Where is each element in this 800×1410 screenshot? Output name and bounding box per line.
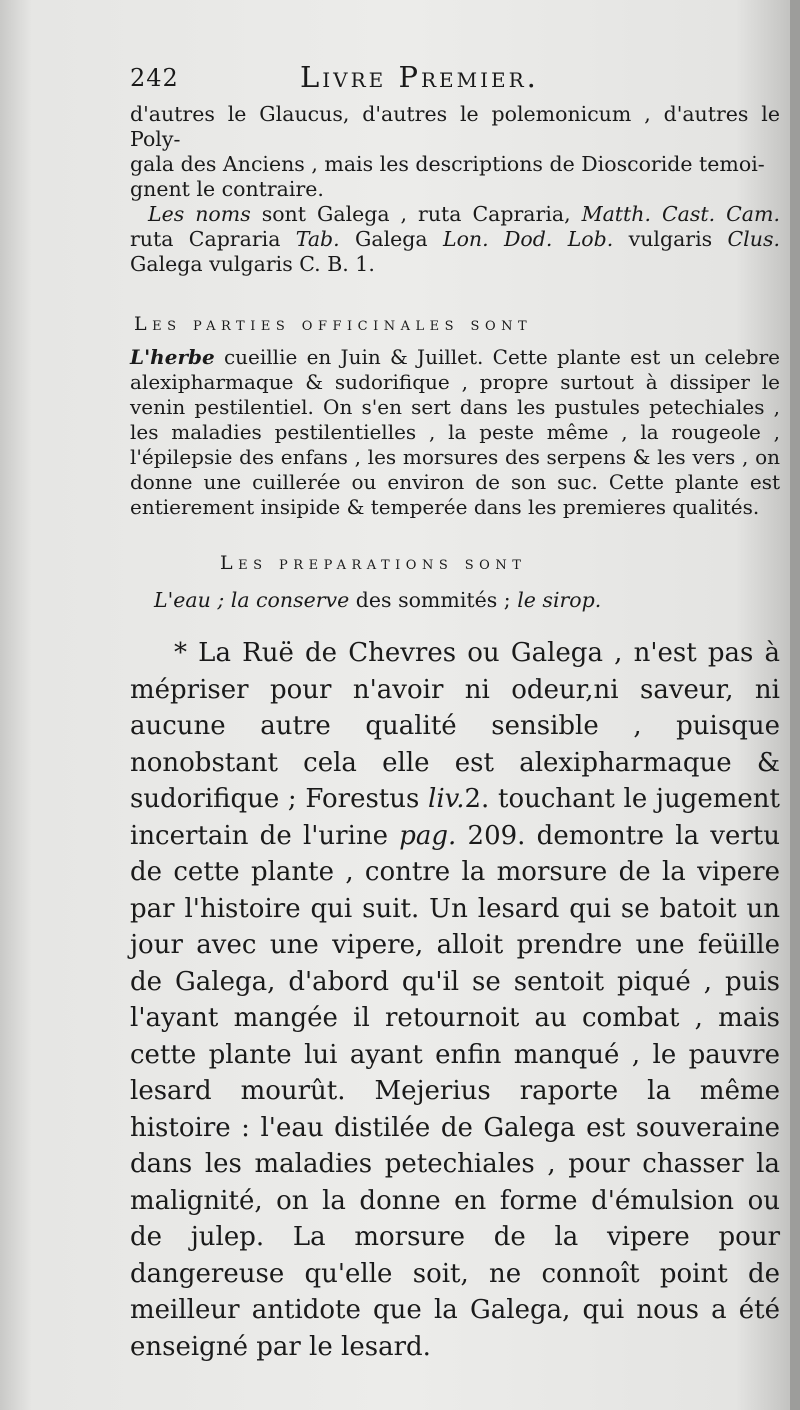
intro-line-2: gala des Anciens , mais les descriptions de Dioscoride temoi-: [130, 152, 765, 176]
commentary-part-3: 209. demontre la vertu de cette plante , contre la morsure de la vipere par l'histoire qui suit. Un lesard qui se batoit un jour avec une vipere, alloit prendre une feüille de Galega, d'abord qu'il se sentoit piqué , puis l'ayant mangée il retournoit au combat , mais cette plante lui ayant enfin manqué , le pauvre lesard mourût. Mejerius raporte la même histoire : l'eau distilée de Galega est souveraine dans les maladies petechiales , pour chasser la malignité, on la donne en forme d'émulsion ou de julep. La morsure de la vipere pour dangereuse qu'elle soit, ne connoît point de meilleur antidote que la Galega, qui nous a été enseigné par le lesard.: [130, 820, 781, 1362]
running-head: [130, 58, 780, 98]
intro-paragraph: [130, 102, 780, 202]
preparation-water: L'eau ;: [154, 588, 225, 612]
preparations-list: [130, 588, 780, 613]
names-text-4: vulgaris: [613, 227, 728, 251]
commentary-part-1: * La Ruë de Chevres ou Galega , n'est pas à mépriser pour n'avoir ni odeur,ni saveur, ni aucune autre qualité sensible , puisque nonobstant cela elle est alexipharmaque & sudorifique ; Forestus: [130, 638, 780, 814]
commentary-reference-2: pag.: [399, 820, 457, 851]
commentary-part-2: 2. touchant le jugement incertain de l'urine: [130, 784, 780, 851]
intro-line-3: gnent le contraire.: [130, 177, 324, 201]
section-heading-officinal-parts: Les parties officinales sont: [134, 313, 533, 335]
officinal-parts-paragraph: [130, 345, 780, 520]
names-paragraph: [130, 202, 780, 277]
book-spine-shadow: [790, 0, 800, 1410]
commentary-reference-1: liv.: [428, 784, 465, 814]
names-authorities-3: Lon. Dod. Lob.: [442, 227, 614, 251]
preparation-syrup: le sirop.: [517, 588, 602, 612]
officinal-parts-lead: L'herbe: [130, 345, 215, 369]
names-text-1: sont Galega , ruta Capraria,: [250, 202, 582, 226]
page-number: 242: [130, 64, 179, 92]
preparation-tops: des sommités ;: [349, 588, 511, 612]
names-text-2: ruta Capraria: [130, 227, 296, 251]
names-text-3: Galega: [339, 227, 443, 251]
preparation-conserve: la conserve: [230, 588, 350, 612]
page-content: [130, 58, 780, 1365]
commentary-paragraph: [130, 635, 780, 1365]
names-text-5: Galega vulgaris C. B. 1.: [130, 252, 375, 276]
running-title: Livre Premier.: [300, 60, 539, 94]
officinal-parts-body: cueillie en Juin & Juillet. Cette plante est un celebre alexipharmaque & sudorifique , propre surtout à dissiper le venin pestilentiel. On s'en sert dans les pustules petechiales , les maladies pestilentielles , la peste même , la rougeole , l'épilepsie des enfans , les morsures des serpens & les vers , on donne une cuillerée ou environ de son suc. Cette plante est entierement insipide & temperée dans les premieres qualités.: [130, 345, 780, 519]
intro-line-1: d'autres le Glaucus, d'autres le polemonicum , d'autres le Poly-: [130, 102, 780, 151]
names-authorities-1: Matth. Cast. Cam.: [581, 202, 780, 226]
section-heading-preparations: Les preparations sont: [220, 552, 527, 574]
names-lead: Les noms: [148, 202, 251, 226]
names-authorities-4: Clus.: [727, 227, 780, 251]
names-authorities-2: Tab.: [295, 227, 340, 251]
